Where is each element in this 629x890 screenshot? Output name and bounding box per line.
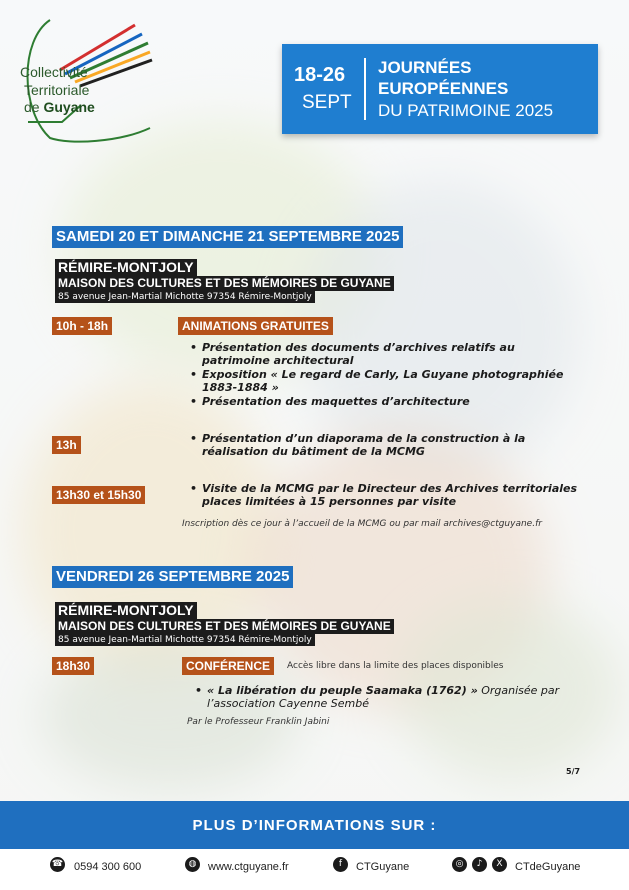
footer-phone: 0594 300 600 — [74, 861, 142, 873]
list-item: l’association Cayenne Sembé — [207, 697, 370, 710]
section1-date: SAMEDI 20 ET DIMANCHE 21 SEPTEMBRE 2025 — [52, 226, 403, 248]
x-icon: X — [492, 857, 507, 872]
inscription-note: Inscription dès ce jour à l’accueil de la MCMG ou par mail archives@ctguyane.fr — [182, 519, 542, 529]
list-item: • Visite de la MCMG par le Directeur des Archives territoriales — [190, 482, 578, 495]
section2-venue: MAISON DES CULTURES ET DES MÉMOIRES DE GUYANE — [55, 619, 394, 634]
footer-facebook[interactable]: CTGuyane — [356, 861, 410, 873]
section2-tag: CONFÉRENCE — [182, 657, 274, 675]
list-item: patrimoine architectural — [202, 354, 354, 367]
globe-icon: ◍ — [185, 857, 200, 872]
footer — [0, 801, 629, 890]
instagram-icon: ◎ — [452, 857, 467, 872]
banner-divider — [364, 58, 366, 120]
section1-venue: MAISON DES CULTURES ET DES MÉMOIRES DE GUYANE — [55, 276, 394, 291]
section1-slot1-tag: ANIMATIONS GRATUITES — [178, 317, 333, 335]
section2-time: 18h30 — [52, 657, 94, 675]
section1-city: RÉMIRE-MONTJOLY — [55, 259, 197, 276]
speaker-note: Par le Professeur Franklin Jabini — [187, 717, 330, 727]
list-item: • Présentation d’un diaporama de la construction à la — [190, 432, 526, 445]
page-number: 5/7 — [566, 767, 581, 776]
list-item: places limitées à 15 personnes par visite — [202, 495, 457, 508]
footer-social[interactable]: CTdeGuyane — [515, 861, 581, 873]
section1-slot2-time: 13h — [52, 436, 81, 454]
list-item: • Présentation des maquettes d’architecture — [190, 395, 470, 408]
facebook-icon: f — [333, 857, 348, 872]
list-item: • Exposition « Le regard de Carly, La Guyane photographiée — [190, 368, 564, 381]
collectivite-logo — [10, 10, 160, 150]
logo-line-1: Collectivité — [20, 64, 88, 80]
list-item: 1883-1884 » — [202, 381, 279, 394]
footer-bar — [0, 801, 629, 849]
tiktok-icon: ♪ — [472, 857, 487, 872]
section1-slot3-time: 13h30 et 15h30 — [52, 486, 145, 504]
phone-icon: ☎ — [50, 857, 65, 872]
banner-title-3: DU PATRIMOINE 2025 — [378, 101, 554, 120]
event-banner — [282, 44, 598, 134]
banner-dates: 18-26 — [294, 64, 346, 86]
list-item: réalisation du bâtiment de la MCMG — [202, 445, 425, 458]
footer-title: PLUS D’INFORMATIONS SUR : — [192, 817, 437, 834]
section2-address: 85 avenue Jean-Martial Michotte 97354 Rémire-Montjoly — [55, 634, 315, 646]
section1-slot1-time: 10h - 18h — [52, 317, 112, 335]
banner-title-2: EUROPÉENNES — [378, 79, 509, 98]
logo-line-2: Territoriale — [24, 82, 90, 98]
banner-month: SEPT — [302, 92, 352, 113]
section2-date: VENDREDI 26 SEPTEMBRE 2025 — [52, 566, 293, 588]
list-item: • « La libération du peuple Saamaka (1762) » Organisée par — [195, 684, 560, 697]
access-note: Accès libre dans la limite des places disponibles — [287, 661, 504, 671]
logo-line-3: de Guyane — [24, 99, 95, 115]
footer-web[interactable]: www.ctguyane.fr — [208, 861, 289, 873]
section2-city: RÉMIRE-MONTJOLY — [55, 602, 197, 619]
list-item: • Présentation des documents d’archives relatifs au — [190, 341, 515, 354]
section1-address: 85 avenue Jean-Martial Michotte 97354 Rémire-Montjoly — [55, 291, 315, 303]
banner-title-1: JOURNÉES — [378, 58, 472, 77]
